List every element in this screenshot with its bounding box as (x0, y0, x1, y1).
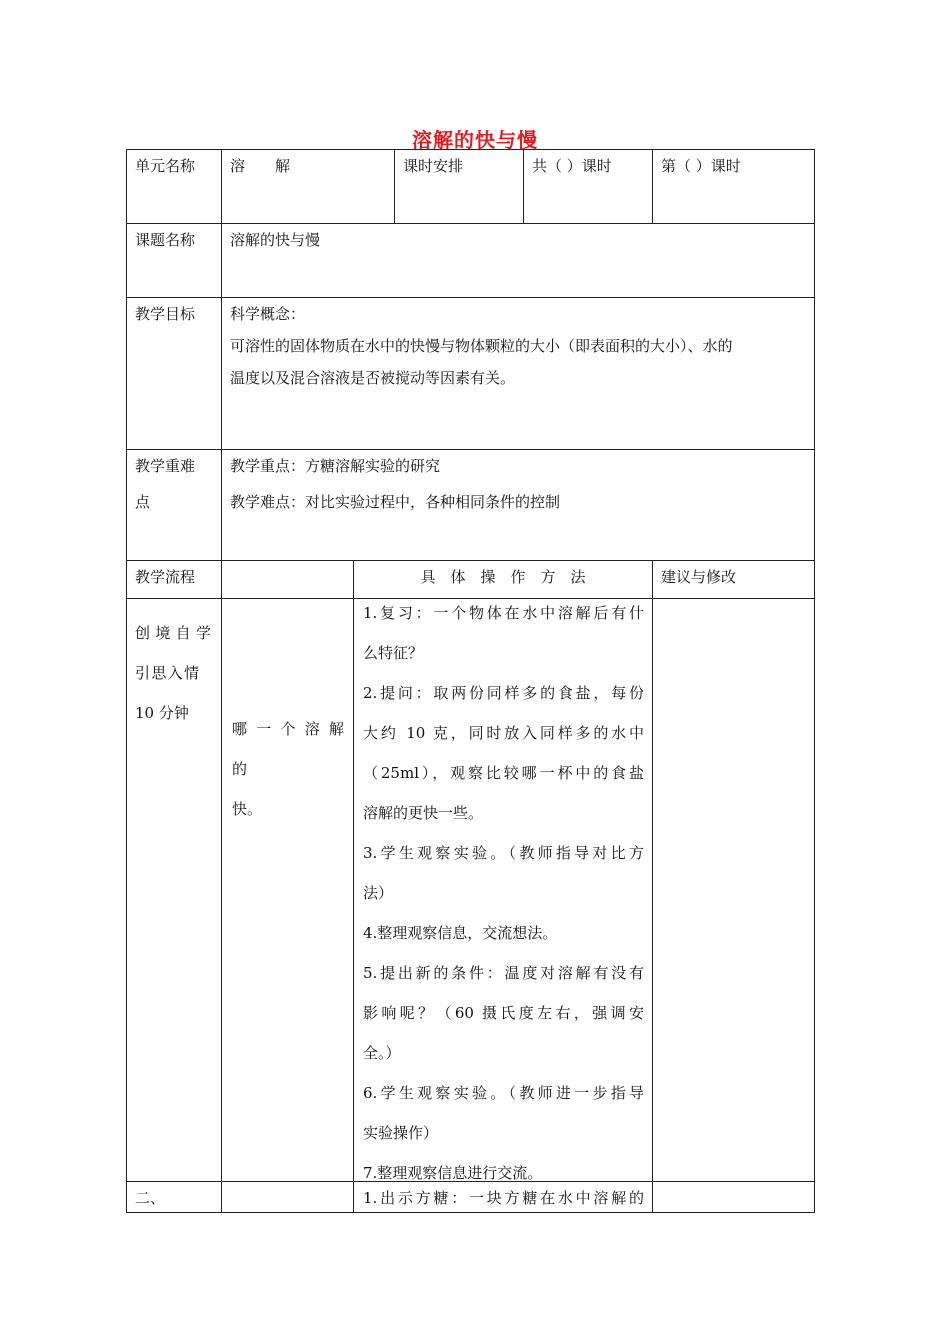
unit-name-value: 溶 解 (230, 157, 291, 175)
unit-name-label-cell (126, 149, 222, 224)
step-line: 5.提出新的条件：温度对溶解有没有 (363, 964, 644, 982)
key-points-label-cell (126, 449, 222, 561)
step-line: 7.整理观察信息进行交流。 (363, 1164, 543, 1182)
total-lessons: 共（ ）课时 (532, 157, 612, 175)
goal-label-cell (126, 297, 222, 450)
stage-line-3: 10 分钟 (135, 704, 189, 722)
goal-heading: 科学概念： (230, 305, 306, 323)
difficult-point: 教学难点：对比实验过程中，各种相同条件的控制 (230, 493, 561, 511)
step-line: 么特征？ (363, 644, 424, 662)
step-line: 2.提问：取两份同样多的食盐，每份 (363, 684, 644, 702)
step-line: 3.学生观察实验。（教师指导对比方 (363, 844, 644, 862)
suggestion-cell (652, 598, 815, 1182)
goal-text-line-1: 可溶性的固体物质在水中的快慢与物体颗粒的大小（即表面积的大小）、水的 (230, 337, 733, 355)
lesson-number-cell (652, 149, 815, 224)
step-line: 大约 10 克，同时放入同样多的水中 (363, 724, 644, 742)
key-point: 教学重点：方糖溶解实验的研究 (230, 457, 441, 475)
unit-name-value-cell (221, 149, 395, 224)
step-line: （25ml），观察比较哪一杯中的食盐 (363, 764, 644, 782)
steps-list (363, 593, 644, 1193)
goal-content-cell (221, 297, 815, 450)
goal-text-line-2: 温度以及混合溶液是否被搅动等因素有关。 (230, 369, 516, 387)
goal-label: 教学目标 (135, 305, 196, 323)
stage-2-step-1: 1.出示方糖：一块方糖在水中溶解的 (363, 1189, 644, 1207)
stage-2-label: 二、 (135, 1189, 166, 1207)
steps-cell (353, 598, 653, 1182)
topic-label-cell (126, 223, 222, 298)
flow-empty-cell (221, 560, 354, 599)
method-label: 具 体 操 作 方 法 (420, 568, 586, 586)
step-line: 6.学生观察实验。（教师进一步指导 (363, 1084, 644, 1102)
key-points-label-line-2: 点 (135, 493, 151, 511)
schedule-label: 课时安排 (403, 157, 464, 175)
flow-label-cell (126, 560, 222, 599)
stage-cell (126, 598, 222, 1182)
flow-label: 教学流程 (135, 568, 196, 586)
step-line: 影响呢？（60 摄氏度左右，强调安 (363, 1004, 644, 1022)
key-points-content-cell (221, 449, 815, 561)
topic-value: 溶解的快与慢 (230, 231, 321, 249)
step-line: 4.整理观察信息，交流想法。 (363, 924, 558, 942)
step-line: 法） (363, 884, 394, 902)
stage-2-steps-cell (353, 1181, 653, 1213)
question-line-1: 哪 一 个 溶 解 的 (232, 720, 344, 778)
key-points-label-line-1: 教学重难 (135, 457, 196, 475)
document-title: 溶解的快与慢 (412, 128, 538, 152)
question-cell (221, 598, 354, 1182)
suggestion-label-cell (652, 560, 815, 599)
lesson-number: 第（ ）课时 (661, 157, 741, 175)
stage-2-question-cell (221, 1181, 354, 1213)
stage-2-cell (126, 1181, 222, 1213)
stage-line-2: 引思入情 (135, 664, 199, 682)
total-lessons-cell (523, 149, 653, 224)
suggestion-label: 建议与修改 (661, 568, 737, 586)
step-line: 实验操作） (363, 1124, 439, 1142)
step-line: 溶解的更快一些。 (363, 804, 484, 822)
schedule-label-cell (394, 149, 524, 224)
topic-value-cell (221, 223, 815, 298)
step-line: 全。） (363, 1044, 401, 1062)
unit-name-label: 单元名称 (135, 157, 196, 175)
stage-line-1: 创 境 自 学 (135, 624, 211, 642)
topic-label: 课题名称 (135, 231, 196, 249)
question-line-2: 快。 (232, 800, 263, 818)
step-line: 1.复习：一个物体在水中溶解后有什 (363, 604, 644, 622)
stage-2-suggestion-cell (652, 1181, 815, 1213)
